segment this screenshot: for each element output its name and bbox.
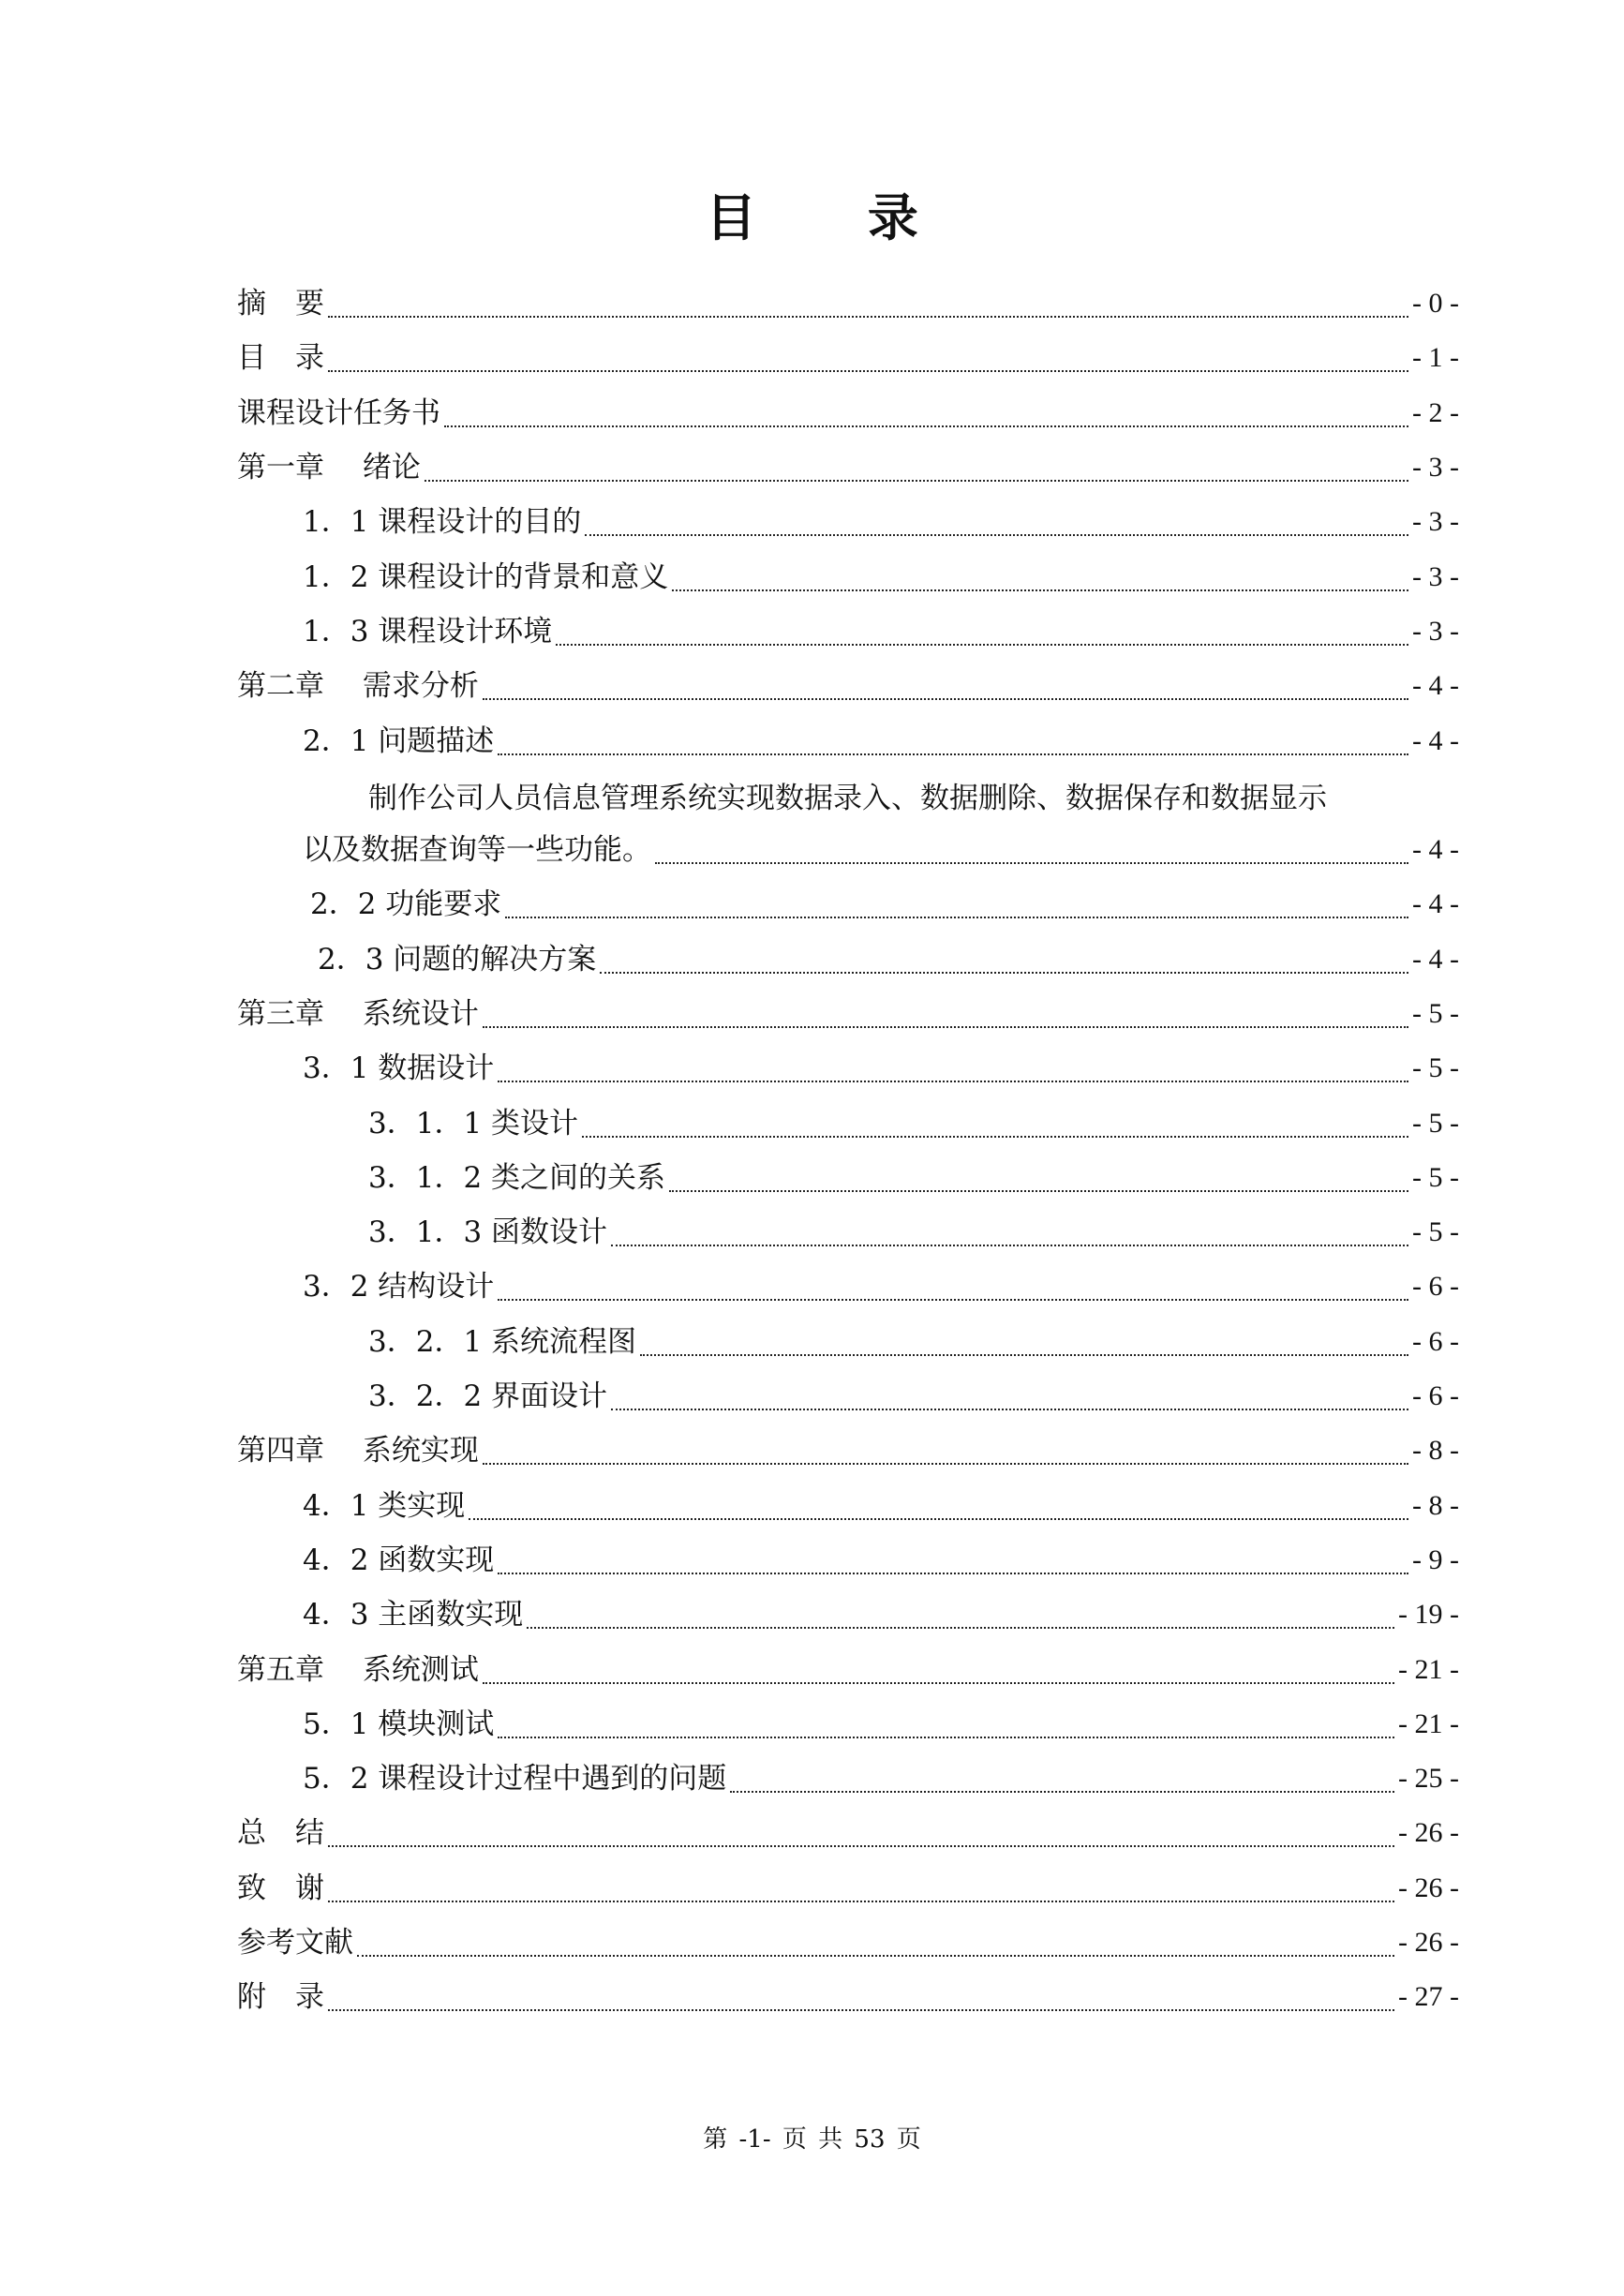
toc-page-number: - 3 - bbox=[1412, 560, 1459, 592]
toc-entry-title: 第三章 系统设计 bbox=[237, 997, 479, 1031]
toc-leader-dots bbox=[444, 403, 1408, 427]
toc-entry[interactable] bbox=[237, 1096, 1459, 1150]
toc-page-number: - 8 - bbox=[1412, 1435, 1459, 1467]
toc-page-number: - 8 - bbox=[1412, 1489, 1459, 1521]
toc-entry-title: 3．1．3 函数设计 bbox=[368, 1215, 608, 1250]
toc-page-number: - 6 - bbox=[1412, 1325, 1459, 1357]
toc-leader-dots bbox=[730, 1768, 1394, 1793]
toc-leader-dots bbox=[483, 1004, 1408, 1028]
toc-leader-dots bbox=[483, 1440, 1408, 1465]
toc-page-number: - 3 - bbox=[1412, 615, 1459, 647]
toc-page-number: - 5 - bbox=[1412, 998, 1459, 1029]
toc-entry-title: 1．1 课程设计的目的 bbox=[303, 505, 582, 540]
toc-page-number: - 4 - bbox=[1412, 943, 1459, 975]
toc-page-number: - 19 - bbox=[1398, 1599, 1459, 1631]
toc-leader-dots bbox=[498, 1276, 1408, 1301]
toc-entry-title: 第四章 系统实现 bbox=[237, 1434, 479, 1469]
toc-leader-dots bbox=[483, 1660, 1394, 1684]
toc-page-number: - 26 - bbox=[1398, 1927, 1459, 1959]
toc-entry[interactable] bbox=[237, 1369, 1459, 1424]
toc-page-number: - 5 - bbox=[1412, 1107, 1459, 1139]
toc-leader-dots bbox=[357, 1932, 1394, 1957]
toc-entry-title: 总 结 bbox=[237, 1816, 324, 1851]
toc-entry[interactable] bbox=[237, 495, 1459, 549]
toc-page-number: - 6 - bbox=[1412, 1380, 1459, 1412]
toc-leader-dots bbox=[328, 293, 1408, 318]
toc-entry-title: 3．1．1 类设计 bbox=[368, 1106, 579, 1141]
toc-entry[interactable] bbox=[237, 659, 1459, 713]
toc-page-number: - 21 - bbox=[1398, 1653, 1459, 1685]
toc-entry-title: 以及数据查询等一些功能。 bbox=[303, 833, 651, 868]
toc-leader-dots bbox=[498, 1550, 1408, 1574]
toc-entry[interactable] bbox=[237, 1151, 1459, 1205]
toc-entry-title: 5．2 课程设计过程中遇到的问题 bbox=[303, 1762, 727, 1797]
toc-leader-dots bbox=[655, 840, 1408, 864]
toc-entry-title: 2．3 问题的解决方案 bbox=[318, 942, 597, 977]
toc-entry-title: 2．2 功能要求 bbox=[310, 887, 502, 922]
toc-page-number: - 26 - bbox=[1398, 1817, 1459, 1849]
toc-leader-dots bbox=[585, 512, 1408, 536]
toc-entry-title: 第一章 绪论 bbox=[237, 451, 421, 485]
toc-leader-dots bbox=[556, 621, 1408, 646]
toc-entry-title: 附 录 bbox=[237, 1980, 324, 2015]
toc-entry[interactable] bbox=[237, 1479, 1459, 1533]
toc-leader-dots bbox=[527, 1604, 1394, 1629]
toc-leader-dots bbox=[328, 348, 1408, 372]
toc-entry-title: 3．2．1 系统流程图 bbox=[368, 1324, 637, 1359]
table-of-contents bbox=[237, 276, 1459, 2025]
toc-page-number: - 0 - bbox=[1412, 288, 1459, 320]
toc-entry[interactable] bbox=[237, 1752, 1459, 1806]
toc-page-number: - 6 - bbox=[1412, 1271, 1459, 1303]
toc-leader-dots bbox=[640, 1332, 1408, 1356]
toc-leader-dots bbox=[328, 1987, 1394, 2011]
toc-entry[interactable] bbox=[237, 1260, 1459, 1314]
toc-entry-title: 目 录 bbox=[237, 341, 324, 376]
toc-leader-dots bbox=[328, 1878, 1394, 1902]
toc-entry[interactable] bbox=[237, 1041, 1459, 1096]
toc-entry-title: 5．1 模块测试 bbox=[303, 1707, 495, 1741]
toc-leader-dots bbox=[582, 1113, 1408, 1138]
toc-entry[interactable] bbox=[237, 1315, 1459, 1369]
toc-entry[interactable] bbox=[237, 823, 1459, 877]
toc-page-number: - 25 - bbox=[1398, 1763, 1459, 1795]
toc-entry-title: 4．3 主函数实现 bbox=[303, 1598, 524, 1633]
toc-leader-dots bbox=[672, 567, 1408, 591]
toc-entry[interactable] bbox=[237, 604, 1459, 659]
toc-entry-title: 3．2 结构设计 bbox=[303, 1270, 495, 1305]
toc-page-number: - 9 - bbox=[1412, 1543, 1459, 1575]
toc-entry[interactable] bbox=[237, 1861, 1459, 1916]
toc-entry[interactable] bbox=[237, 1970, 1459, 2024]
toc-entry-title: 致 谢 bbox=[237, 1871, 324, 1905]
toc-page-number: - 4 - bbox=[1412, 888, 1459, 920]
toc-entry[interactable] bbox=[237, 386, 1459, 440]
toc-page-number: - 21 - bbox=[1398, 1707, 1459, 1739]
toc-page-number: - 27 - bbox=[1398, 1981, 1459, 2013]
toc-leader-dots bbox=[505, 894, 1408, 918]
toc-entry-title: 2．1 问题描述 bbox=[303, 723, 495, 758]
toc-page-number: - 4 - bbox=[1412, 834, 1459, 866]
toc-entry-title: 1．3 课程设计环境 bbox=[303, 614, 553, 649]
toc-entry[interactable] bbox=[237, 1642, 1459, 1696]
toc-page-number: - 26 - bbox=[1398, 1871, 1459, 1903]
toc-entry[interactable] bbox=[237, 987, 1459, 1041]
toc-leader-dots bbox=[611, 1222, 1408, 1246]
toc-page-number: - 2 - bbox=[1412, 396, 1459, 428]
toc-entry[interactable] bbox=[237, 1916, 1459, 1970]
toc-page-number: - 5 - bbox=[1412, 1216, 1459, 1248]
toc-leader-dots bbox=[328, 1823, 1394, 1847]
toc-entry-title: 摘 要 bbox=[237, 287, 324, 321]
toc-page-number: - 3 - bbox=[1412, 506, 1459, 538]
page-footer: 第 -1- 页 共 53 页 bbox=[703, 2125, 921, 2154]
toc-entry[interactable] bbox=[237, 1697, 1459, 1752]
toc-page-number: - 1 - bbox=[1412, 342, 1459, 374]
toc-entry-title: 第五章 系统测试 bbox=[237, 1652, 479, 1687]
toc-page-number: - 5 - bbox=[1412, 1052, 1459, 1084]
page-title: 目 录 bbox=[706, 188, 965, 247]
toc-entry-title: 第二章 需求分析 bbox=[237, 669, 479, 704]
toc-leader-dots bbox=[611, 1386, 1408, 1410]
toc-entry[interactable] bbox=[237, 549, 1459, 604]
toc-page-number: - 4 - bbox=[1412, 724, 1459, 756]
toc-leader-dots bbox=[669, 1168, 1408, 1192]
toc-page-number: - 5 - bbox=[1412, 1161, 1459, 1193]
toc-entry[interactable] bbox=[237, 331, 1459, 385]
toc-leader-dots bbox=[498, 1714, 1394, 1738]
toc-entry[interactable] bbox=[237, 276, 1459, 331]
toc-entry-title: 课程设计任务书 bbox=[237, 395, 440, 430]
toc-entry[interactable] bbox=[237, 1205, 1459, 1260]
toc-leader-dots bbox=[469, 1496, 1408, 1520]
toc-entry-title: 1．2 课程设计的背景和意义 bbox=[303, 559, 669, 594]
toc-entry-title: 4．1 类实现 bbox=[303, 1488, 466, 1523]
toc-entry-title: 3．2．2 界面设计 bbox=[368, 1379, 608, 1414]
toc-entry[interactable] bbox=[237, 877, 1459, 932]
toc-entry-title: 4．2 函数实现 bbox=[303, 1543, 495, 1577]
toc-entry[interactable] bbox=[237, 1588, 1459, 1642]
toc-entry-title: 3．1 数据设计 bbox=[303, 1051, 495, 1086]
toc-leader-dots bbox=[483, 676, 1408, 700]
toc-page-number: - 3 - bbox=[1412, 452, 1459, 484]
toc-leader-dots bbox=[498, 731, 1408, 755]
toc-entry[interactable] bbox=[237, 1424, 1459, 1478]
toc-leader-dots bbox=[600, 949, 1408, 974]
toc-entry[interactable] bbox=[237, 932, 1459, 987]
toc-entry[interactable] bbox=[237, 440, 1459, 495]
toc-page-number: - 4 - bbox=[1412, 670, 1459, 702]
toc-entry[interactable] bbox=[237, 1533, 1459, 1588]
toc-leader-dots bbox=[425, 457, 1408, 482]
toc-paragraph-line: 制作公司人员信息管理系统实现数据录入、数据删除、数据保存和数据显示 bbox=[368, 782, 1327, 816]
toc-leader-dots bbox=[498, 1058, 1408, 1082]
toc-entry-title: 3．1．2 类之间的关系 bbox=[368, 1160, 666, 1195]
toc-entry[interactable] bbox=[237, 1806, 1459, 1860]
toc-entry[interactable] bbox=[237, 713, 1459, 768]
toc-entry-title: 参考文献 bbox=[237, 1926, 353, 1961]
